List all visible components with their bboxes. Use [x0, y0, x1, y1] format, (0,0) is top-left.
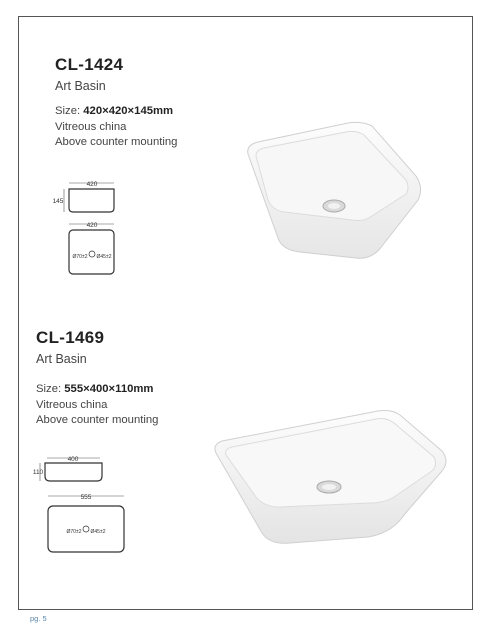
hole-dim-1: Ø70±2 — [72, 254, 88, 260]
page-number: pg. 5 — [30, 614, 47, 623]
dim-top-width-label: 420 — [86, 222, 98, 229]
product-type: Art Basin — [36, 352, 87, 366]
top-view-outline — [69, 230, 114, 274]
basin-photo — [208, 405, 452, 550]
mounting-line: Above counter mounting — [36, 414, 159, 426]
dim-top-width-label: 555 — [80, 494, 92, 501]
material-line: Vitreous china — [55, 120, 127, 133]
top-view-outline — [48, 506, 124, 552]
basin-photo — [240, 118, 430, 266]
dim-height-label: 110 — [32, 469, 44, 476]
hole-dim-2: Ø45±2 — [96, 254, 112, 260]
size-line: Size: 420×420×145mm — [55, 105, 174, 117]
mounting-line: Above counter mounting — [55, 136, 178, 148]
product-code: CL-1424 — [55, 55, 124, 74]
drain-hole — [89, 251, 95, 257]
dim-width-label: 400 — [67, 456, 79, 463]
dim-height-label: 145 — [52, 198, 64, 205]
product-specs — [55, 104, 177, 151]
size-line: Size: 555×400×110mm — [36, 383, 154, 395]
hole-dim-2: Ø45±2 — [90, 529, 106, 535]
dim-width-label: 420 — [86, 181, 98, 188]
product-code: CL-1469 — [36, 328, 105, 347]
side-view-outline — [69, 189, 114, 212]
product-type: Art Basin — [55, 79, 106, 93]
material-line: Vitreous china — [36, 398, 108, 411]
product-specs — [36, 382, 158, 429]
technical-drawing — [32, 450, 132, 560]
side-view-outline — [45, 463, 102, 481]
hole-dim-1: Ø70±2 — [66, 529, 82, 535]
drain-hole — [83, 526, 89, 532]
technical-drawing — [50, 178, 130, 278]
